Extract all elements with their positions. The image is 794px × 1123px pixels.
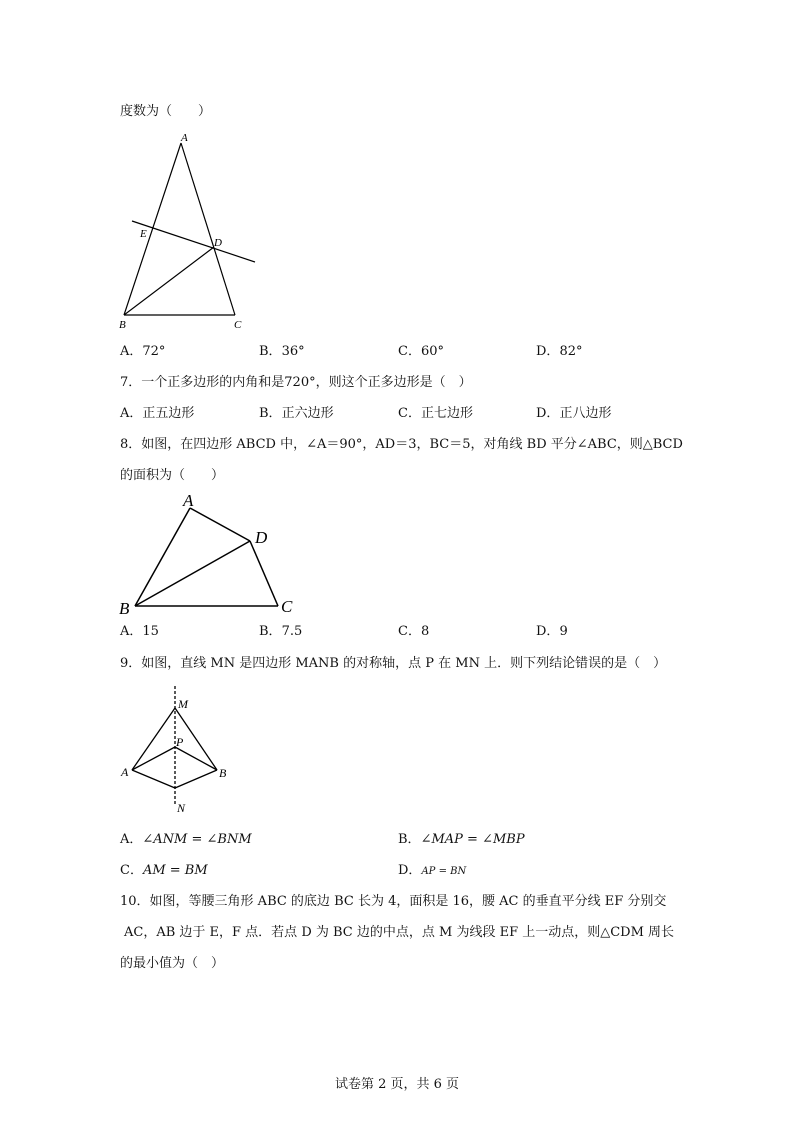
q9-segment-bp [175,747,217,770]
q6-label-d: D [214,237,222,249]
option-text: 15 [142,624,159,639]
option-text: 正八边形 [559,406,612,421]
option-key: A． [120,832,143,847]
option-key: D． [536,344,560,359]
q8-label-c: C [281,597,293,616]
option-key: B． [259,406,282,421]
option-text: AP = BN [421,866,467,877]
option-text: 60° [420,344,444,359]
q8-stem-line2: 的面积为（ ） [120,468,225,483]
option-text: 正七边形 [420,406,473,421]
q10-stem-line3: 的最小值为（ ） [120,956,225,971]
option-key: C． [398,624,421,639]
q8-label-d: D [255,528,268,547]
option-key: D． [536,406,560,421]
option-text: 正五边形 [142,406,195,421]
q9-side-ma [132,708,175,770]
option-key: D． [398,863,422,878]
q8-label-b: B [119,599,130,618]
option-text: 正六边形 [281,406,334,421]
option-key: B． [398,832,421,847]
q8-stem-line1: 8．如图，在四边形 ABCD 中，∠A＝90°，AD＝3，BC＝5，对角线 BD 平分∠ABC，则△BCD [120,437,683,452]
q9-label-m: M [178,697,188,711]
q9-side-bn [175,770,217,788]
q6-label-b: B [119,319,126,331]
page-footer: 试卷第 2 页，共 6 页 [334,1077,460,1092]
q9-option-d[interactable] [398,863,466,880]
q9-label-p: P [176,735,184,749]
q9-option-a[interactable] [120,832,252,848]
q9-option-b[interactable] [398,832,525,848]
option-text: ∠MAP = ∠MBP [420,832,525,847]
option-key: A． [120,344,143,359]
q6-stem-tail: 度数为（ ） [120,104,212,119]
q9-segment-ap [132,747,175,770]
option-key: D． [536,624,560,639]
option-key: C． [398,344,421,359]
option-text: 8 [420,624,430,639]
option-key: A． [120,624,143,639]
option-text: AM = BM [142,863,208,878]
q6-label-a: A [181,132,188,144]
q6-label-c: C [234,319,242,331]
option-key: C． [120,863,143,878]
option-text: 82° [559,344,583,359]
q10-stem-line1: 10．如图，等腰三角形 ABC 的底边 BC 长为 4，面积是 16，腰 AC 的垂直平分线 EF 分别交 [120,894,667,909]
option-key: A． [120,406,143,421]
q7-stem: 7．一个正多边形的内角和是720°，则这个正多边形是（ ） [120,375,472,390]
q9-option-c[interactable] [120,863,208,879]
q10-stem-line2: AC，AB 边于 E，F 点．若点 D 为 BC 边的中点，点 M 为线段 EF 上一动点，则△CDM 周长 [124,925,675,940]
q9-label-n: N [177,801,186,815]
option-text: 7.5 [281,624,303,639]
q8-label-a: A [183,491,194,510]
option-text: 72° [142,344,166,359]
option-text: ∠ANM = ∠BNM [142,832,252,847]
option-key: B． [259,624,282,639]
q9-stem: 9．如图，直线 MN 是四边形 MANB 的对称轴，点 P 在 MN 上．则下列结论错误的是（ ） [120,656,667,671]
q9-label-a: A [121,765,129,779]
q6-label-e: E [140,228,147,240]
option-key: C． [398,406,421,421]
option-text: 9 [559,624,568,639]
q9-label-b: B [219,766,227,780]
q9-side-an [132,770,175,788]
option-text: 36° [281,344,305,359]
option-key: B． [259,344,282,359]
